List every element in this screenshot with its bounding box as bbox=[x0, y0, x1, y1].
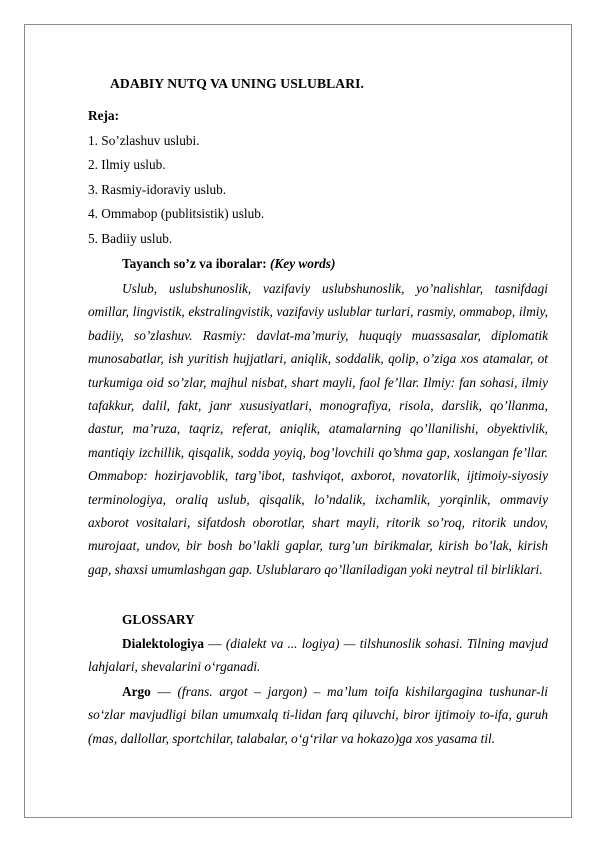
plan-item: 5. Badiiy uslub. bbox=[88, 231, 173, 246]
plan-label: Reja: bbox=[88, 108, 120, 123]
glossary-dash: — bbox=[204, 636, 226, 651]
plan-item: 4. Ommabop (publitsistik) uslub. bbox=[88, 206, 265, 221]
keywords-label: Tayanch so’z va iboralar: bbox=[122, 256, 267, 271]
keywords-label-en: (Key words) bbox=[270, 256, 336, 271]
plan-item: 2. Ilmiy uslub. bbox=[88, 157, 166, 172]
glossary-term: Dialektologiya bbox=[122, 636, 204, 651]
glossary-heading: GLOSSARY bbox=[122, 612, 195, 627]
glossary-definition: (frans. argot – jargon) – ma’lum toifa kishilargagina tushunar-li so‘zlar mavjudligi bilan umumxalq ti-lidan farq qiluvchi, biror ijtimoiy to-ifa, guruh (mas, dallollar, sportchilar, talabalar, o‘g‘rilar va hokazo)ga xos yasama til. bbox=[88, 684, 548, 746]
glossary-dash: — bbox=[150, 684, 178, 699]
glossary-entry bbox=[88, 680, 548, 750]
keywords-paragraph: Uslub, uslubshunoslik, vazifaviy uslubshunoslik, yo’nalishlar, tasnifdagi omillar, lingvistik, ekstralingvistik, vazifaviy uslublar turlari, rasmiy, ommabop, ilmiy, badiiy, so’zlashuv. Rasmiy: davlat-ma’muriy, huquqiy muassasalar, diplomatik munosabatlar, ish yuritish hujjatlari, aniqlik, soddalik, qolip, o’ziga xos atamalar, ot turkumiga oid so’zlar, majhul nisbat, shart mayli, faol fe’llar. Ilmiy: fan sohasi, ilmiy tafakkur, dalil, fakt, janr xususiyatlari, monografiya, risola, darslik, qo’llanma, dastur, ma’ruza, taqriz, referat, aniqlik, atamalarning qo’llanilishi, obyektivlik, mantiqiy izchillik, qisqalik, sodda yoyiq, bog’lovchili qo’shma gap, xoslangan fe’llar. Ommabop: hozirjavoblik, targ’ibot, tashviqot, axborot, novatorlik, ijtimoiy-siyosiy terminologiya, oraliq uslub, qisqalik, lo’ndalik, ixchamlik, yorqinlik, ommaviy axborot vositalari, sifatdosh oborotlar, shart mayli, ritorik so’roq, ritorik undov, murojaat, undov, bir bosh bo’lakli gaplar, turg’un birikmalar, kirish bo’lak, kirish gap, shaxsi umumlashgan gap. Uslublararo qo’llaniladigan yoki neytral til birliklari. bbox=[88, 281, 548, 577]
keywords-heading bbox=[122, 256, 335, 272]
glossary-entry bbox=[88, 632, 548, 679]
document-title: ADABIY NUTQ VA UNING USLUBLARI. bbox=[110, 76, 365, 91]
plan-item: 1. So’zlashuv uslubi. bbox=[88, 133, 200, 148]
glossary-definition: (dialekt va ... logiya) — tilshunoslik sohasi. Tilning mavjud lahjalari, shevalarini o‘rganadi. bbox=[88, 636, 548, 675]
glossary-term: Argo bbox=[122, 684, 151, 699]
plan-item: 3. Rasmiy-idoraviy uslub. bbox=[88, 182, 227, 197]
